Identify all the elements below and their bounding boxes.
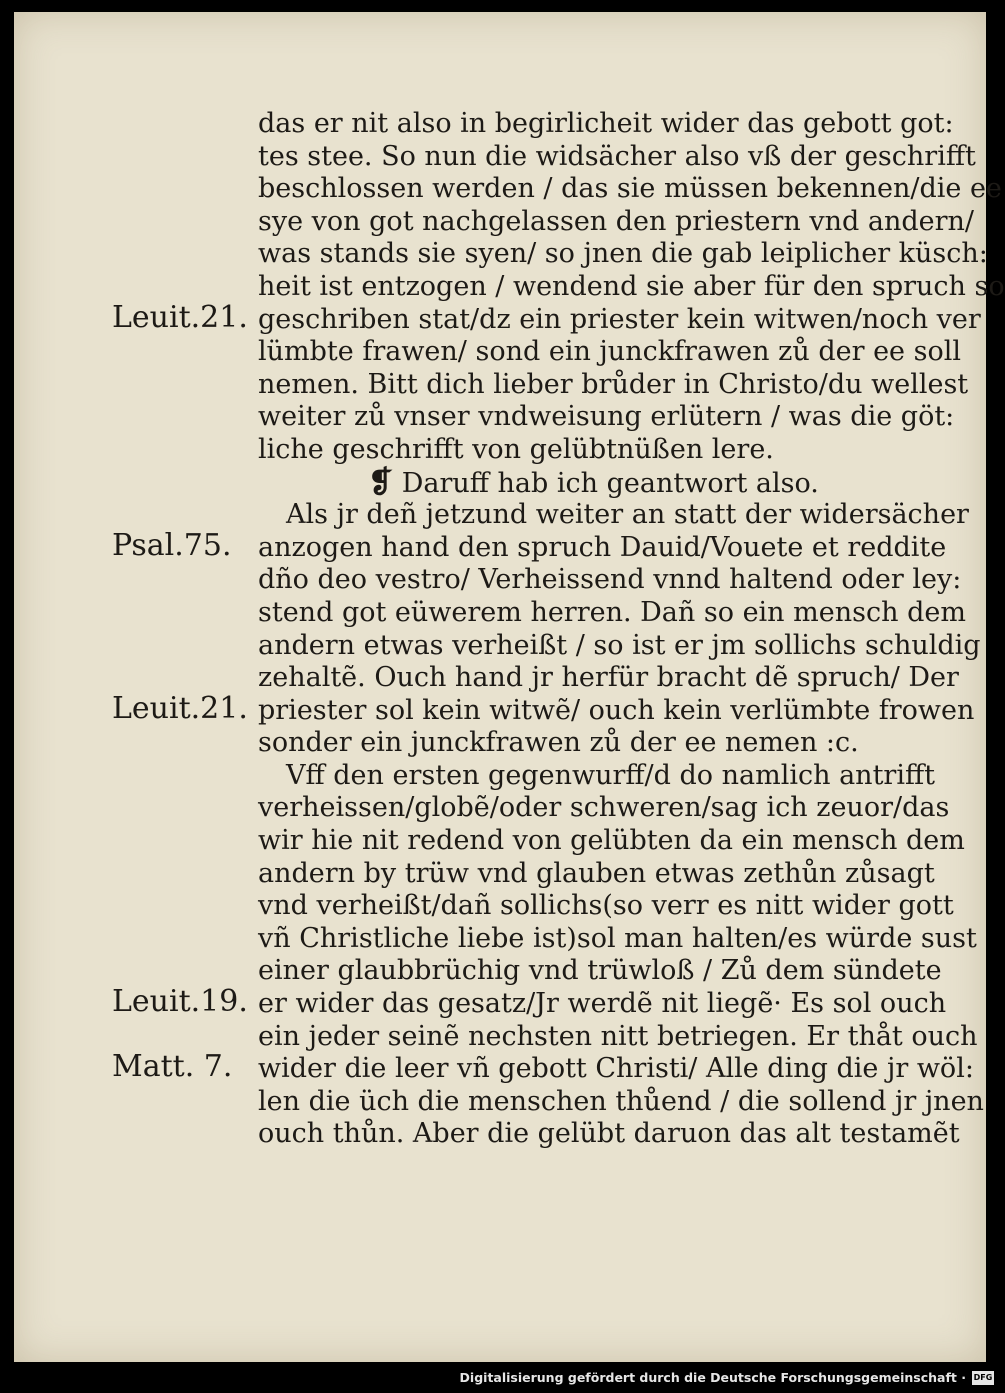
text-line-content: weiter zů vnser vndweisung erlütern / was die göt:	[258, 401, 955, 433]
text-line	[258, 955, 942, 988]
text-line-content: andern by trüw vnd glauben etwas zethůn zůsagt	[258, 857, 935, 889]
text-line-content: einer glaubbrüchig vnd trüwloß / Zů dem sündete	[258, 955, 942, 987]
dfg-logo: DFG	[972, 1371, 994, 1385]
text-line-content: stend got eüwerem herren. Dañ so ein mensch dem	[258, 596, 966, 628]
margin-note: Psal.75.	[112, 527, 232, 563]
text-line-content: liche geschrifft von gelübtnüßen lere.	[258, 433, 774, 465]
text-line	[258, 727, 928, 760]
margin-note: Leuit.21.	[112, 690, 248, 726]
text-line	[258, 464, 928, 500]
text-line-content: was stands sie syen/ so jnen die gab leiplicher küsch:	[258, 238, 988, 270]
text-line-content: vnd verheißt/dañ sollichs(so verr es nitt wider gott	[258, 890, 954, 922]
text-line-content: len die üch die menschen thůend / die sollend jr jnen	[258, 1085, 984, 1117]
text-line-content: wider die leer vñ gebott Christi/ Alle ding die jr wöl:	[258, 1053, 974, 1085]
text-line-content: sye von got nachgelassen den priestern vnd andern/	[258, 205, 975, 237]
text-line-content: wir hie nit redend von gelübten da ein mensch dem	[258, 825, 965, 857]
text-line-content: er wider das gesatz/Jr werdẽ nit liegẽ· Es sol ouch	[258, 988, 947, 1020]
text-line	[258, 108, 954, 141]
text-line	[258, 173, 1002, 206]
text-line	[258, 140, 976, 174]
text-line	[258, 336, 961, 369]
text-line-content: geschriben stat/dz ein priester kein witwen/noch ver	[258, 303, 981, 335]
text-line	[258, 792, 950, 825]
text-line	[258, 368, 969, 402]
text-line-content: vñ Christliche liebe ist)sol man halten/es würde sust	[258, 922, 977, 954]
body-text	[258, 108, 1005, 1151]
text-line-content: anzogen hand den spruch Dauid/Vouete et reddite	[258, 531, 947, 563]
text-line-content: das er nit also in begirlicheit wider das gebott got:	[258, 108, 954, 139]
text-line	[258, 270, 1005, 304]
scanned-page	[14, 12, 1005, 1362]
margin-note: Leuit.19.	[112, 984, 248, 1020]
text-line	[258, 499, 969, 532]
text-line	[258, 662, 959, 695]
text-line-content: andern etwas verheißt / so ist er jm sollichs schuldig	[258, 629, 981, 661]
text-line	[258, 694, 975, 728]
text-line	[258, 596, 966, 630]
text-line-content: beschlossen werden / das sie müssen bekennen/die ee	[258, 173, 1002, 205]
text-line	[258, 1118, 960, 1151]
text-line-content: tes stee. So nun die widsächer also vß der geschrifft	[258, 140, 976, 172]
text-line	[258, 988, 947, 1021]
text-line	[258, 922, 977, 956]
text-line-content: verheissen/globẽ/oder schweren/sag ich zeuor/das	[258, 792, 950, 824]
text-line	[258, 401, 955, 434]
text-line	[258, 857, 935, 891]
text-line	[258, 238, 988, 271]
text-line	[258, 825, 965, 858]
footer-text: Digitalisierung gefördert durch die Deutsche Forschungsgemeinschaft ·	[459, 1370, 966, 1385]
text-line	[258, 205, 975, 239]
text-line-content: zehaltẽ. Ouch hand jr herfür bracht dẽ spruch/ Der	[258, 662, 959, 694]
text-line-content: priester sol kein witwẽ/ ouch kein verlümbte frowen	[258, 694, 975, 726]
text-line-content: Als jr deñ jetzund weiter an statt der widersächer	[286, 499, 969, 531]
text-line-content: nemen. Bitt dich lieber brůder in Christo/du wellest	[258, 368, 969, 400]
text-line	[258, 890, 954, 923]
text-line	[258, 1085, 984, 1119]
text-line-content: ein jeder seinẽ nechsten nitt betriegen. Er thåt ouch	[258, 1020, 978, 1052]
text-line	[258, 759, 935, 793]
text-line-content: sonder ein junckfrawen zů der ee nemen :c.	[258, 727, 859, 759]
text-line	[258, 1020, 978, 1054]
text-line	[258, 303, 981, 337]
text-line	[258, 629, 981, 663]
text-line	[258, 1053, 974, 1086]
text-line	[258, 434, 928, 467]
text-line-content: dño deo vestro/ Verheissend vnnd haltend oder ley:	[258, 564, 962, 596]
text-line-content: heit ist entzogen / wendend sie aber für den spruch so	[258, 270, 1005, 302]
text-line	[258, 531, 947, 565]
text-line-content: Vff den ersten gegenwurff/d do namlich antrifft	[286, 759, 935, 791]
margin-note: Matt. 7.	[112, 1049, 233, 1085]
text-line-content: lümbte frawen/ sond ein junckfrawen zů der ee soll	[258, 336, 961, 368]
pilcrow-mark: ❡	[368, 464, 394, 500]
digitization-footer	[0, 1362, 1000, 1393]
text-line-content: Daruff hab ich geantwort also.	[401, 467, 819, 499]
text-line-content: ouch thůn. Aber die gelübt daruon das alt testamẽt	[258, 1118, 960, 1150]
text-line	[258, 564, 962, 597]
margin-note: Leuit.21.	[112, 299, 248, 335]
